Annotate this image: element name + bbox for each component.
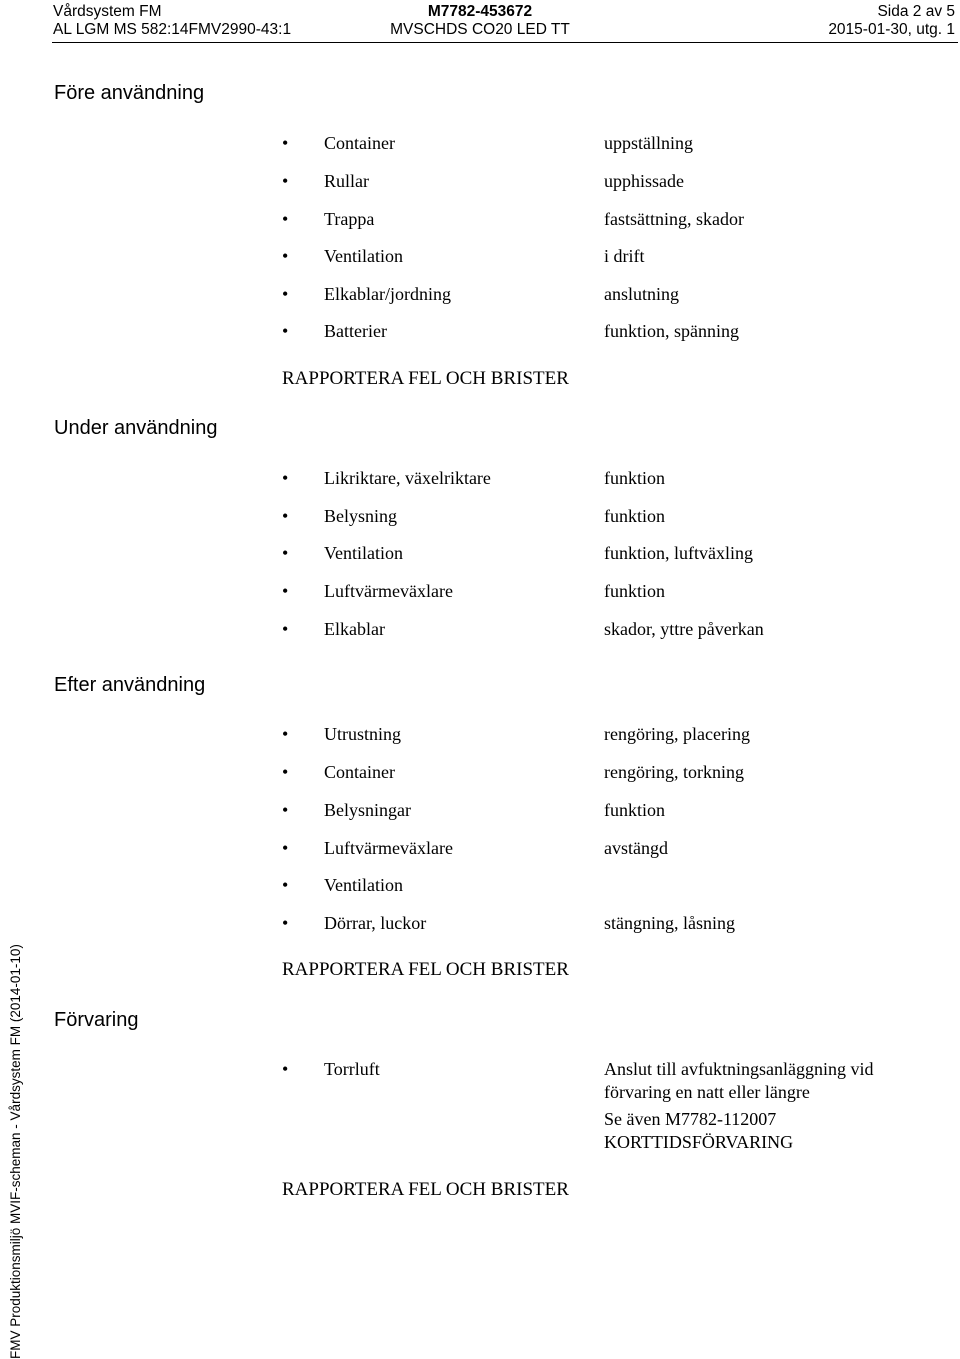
header-doc-number: M7782-453672 (427, 3, 533, 20)
bullet: • (282, 875, 289, 895)
item-value-line-1: Anslut till avfuktningsanläggning vid (604, 1059, 874, 1079)
item-value: funktion (604, 468, 665, 488)
header-date-version: 2015-01-30, utg. 1 (828, 21, 955, 38)
item-value-line-4: KORTTIDSFÖRVARING (604, 1132, 794, 1152)
bullet: • (282, 619, 289, 639)
item-value: funktion (604, 506, 665, 526)
section-title-storage: Förvaring (54, 1009, 139, 1031)
header-product: MVSCHDS CO20 LED TT (390, 21, 570, 38)
item-name: Dörrar, luckor (324, 913, 427, 933)
report-notice: RAPPORTERA FEL OCH BRISTER (282, 959, 569, 980)
item-name: Luftvärmeväxlare (324, 581, 453, 601)
sidebar-footer-text: FMV Produktionsmiljö MVIF-scheman - Vårdsystem FM (2014-01-10) (8, 944, 23, 1359)
item-value: funktion (604, 800, 665, 820)
report-notice: RAPPORTERA FEL OCH BRISTER (282, 1179, 569, 1200)
bullet: • (282, 321, 289, 341)
item-value: avstängd (604, 838, 668, 858)
item-value: skador, yttre påverkan (604, 619, 764, 639)
item-name: Utrustning (324, 724, 402, 744)
section-title-during: Under användning (54, 417, 218, 439)
list-item (282, 282, 942, 306)
item-name: Container (324, 133, 395, 153)
item-value: upphissade (604, 171, 684, 191)
list-item (282, 466, 942, 490)
item-name: Elkablar (324, 619, 385, 639)
bullet: • (282, 284, 289, 304)
bullet: • (282, 506, 289, 526)
list-item (282, 911, 942, 935)
item-value: funktion, luftväxling (604, 543, 753, 563)
page-header (0, 2, 960, 42)
list-item (282, 244, 942, 268)
bullet: • (282, 543, 289, 563)
bullet: • (282, 581, 289, 601)
header-system: Vårdsystem FM (53, 3, 162, 20)
list-item (282, 873, 942, 897)
list-item (282, 207, 942, 231)
list-item (282, 504, 942, 528)
header-al-ref: AL LGM MS 582:14FMV2990-43:1 (53, 21, 292, 38)
item-name: Likriktare, växelriktare (324, 468, 491, 488)
list-item (282, 836, 942, 860)
item-value: uppställning (604, 133, 693, 153)
bullet: • (282, 171, 289, 191)
item-value: anslutning (604, 284, 679, 304)
list-item (282, 760, 942, 784)
bullet: • (282, 724, 289, 744)
item-name: Rullar (324, 171, 369, 191)
bullet: • (282, 913, 289, 933)
item-value: rengöring, torkning (604, 762, 744, 782)
list-item (282, 579, 942, 603)
item-name: Luftvärmeväxlare (324, 838, 453, 858)
item-name: Trappa (324, 209, 375, 229)
list-item (282, 617, 942, 641)
list-item (282, 319, 942, 343)
item-value: funktion (604, 581, 665, 601)
item-value: rengöring, placering (604, 724, 750, 744)
list-item (282, 169, 942, 193)
bullet: • (282, 800, 289, 820)
header-divider (52, 42, 958, 43)
bullet: • (282, 133, 289, 153)
item-value-line-2: förvaring en natt eller längre (604, 1082, 810, 1102)
report-notice: RAPPORTERA FEL OCH BRISTER (282, 368, 569, 389)
list-item (282, 722, 942, 746)
item-name: Container (324, 762, 395, 782)
item-name: Ventilation (324, 875, 403, 895)
section-title-before: Före användning (54, 82, 205, 104)
list-item (282, 798, 942, 822)
bullet: • (282, 1059, 289, 1079)
list-item (282, 1057, 942, 1157)
bullet: • (282, 468, 289, 488)
item-name: Ventilation (324, 246, 403, 266)
item-value: stängning, låsning (604, 913, 735, 933)
item-name: Batterier (324, 321, 387, 341)
item-value: i drift (604, 246, 645, 266)
item-value-line-3: Se även M7782-112007 (604, 1109, 777, 1129)
item-name: Elkablar/jordning (324, 284, 451, 304)
header-page: Sida 2 av 5 (877, 3, 955, 20)
bullet: • (282, 209, 289, 229)
item-name: Ventilation (324, 543, 403, 563)
item-name: Belysningar (324, 800, 411, 820)
list-item (282, 131, 942, 155)
bullet: • (282, 762, 289, 782)
item-name: Torrluft (324, 1059, 380, 1079)
item-value: fastsättning, skador (604, 209, 744, 229)
item-name: Belysning (324, 506, 398, 526)
item-value: funktion, spänning (604, 321, 739, 341)
bullet: • (282, 838, 289, 858)
bullet: • (282, 246, 289, 266)
section-title-after: Efter användning (54, 674, 206, 696)
list-item (282, 541, 942, 565)
